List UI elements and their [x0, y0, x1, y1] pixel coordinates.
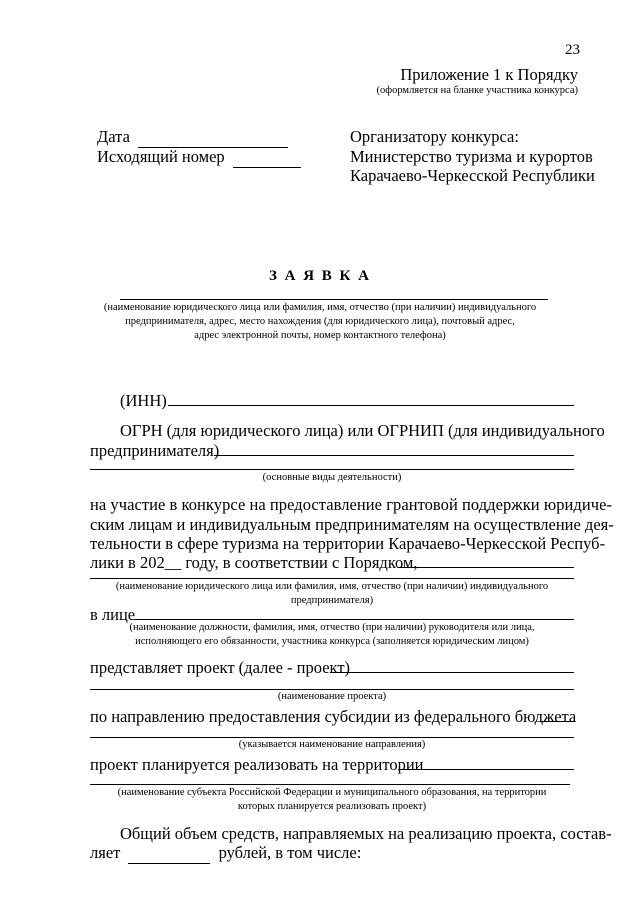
project-label: представляет проект (далее - проект)	[90, 658, 351, 677]
entity-field[interactable]	[90, 578, 574, 579]
person-label: в лице	[90, 605, 136, 624]
territory-field[interactable]	[398, 769, 574, 770]
participation-line-4: лики в 202__ году, в соответствии с Порядком,	[90, 553, 418, 572]
activity-caption: (основные виды деятельности)	[262, 472, 402, 483]
direction-field-2[interactable]	[90, 737, 574, 738]
inn-field[interactable]	[168, 405, 574, 406]
direction-label: по направлению предоставления субсидии из федерального бюджета	[90, 707, 577, 726]
date-label: Дата	[97, 127, 130, 146]
total-prefix: ляет	[90, 843, 121, 862]
applicant-caption-3: адрес электронной почты, номер контактного телефона)	[194, 330, 446, 341]
direction-caption: (указывается наименование направления)	[238, 739, 426, 750]
date-field[interactable]	[138, 127, 288, 148]
territory-caption-2: которых планируется реализовать проект)	[237, 801, 427, 812]
project-field[interactable]	[330, 672, 574, 673]
inn-label: (ИНН)	[120, 391, 167, 410]
territory-caption-1: (наименование субъекта Российской Федерации и муниципального образования, на территории	[117, 787, 547, 798]
document-title: З А Я В К А	[268, 268, 372, 284]
territory-label: проект планируется реализовать на территории	[90, 755, 424, 774]
page-number: 23	[565, 42, 580, 58]
participation-line-2: ским лицам и индивидуальным предпринимателям на осуществление дея-	[90, 515, 614, 534]
total-line-2	[90, 843, 361, 864]
appendix-note: (оформляется на бланке участника конкурса)	[376, 85, 578, 96]
procedure-field[interactable]	[398, 567, 574, 568]
appendix-heading: Приложение 1 к Порядку	[400, 65, 578, 84]
project-field-2[interactable]	[90, 689, 574, 690]
applicant-caption-1: (наименование юридического лица или фамилия, имя, отчество (при наличии) индивидуального	[103, 302, 537, 313]
applicant-field[interactable]	[120, 299, 548, 300]
participation-line-1: на участие в конкурсе на предоставление грантовой поддержки юридиче-	[90, 495, 612, 514]
addressee-line-1: Организатору конкурса:	[350, 127, 519, 146]
outgoing-label: Исходящий номер	[97, 147, 225, 166]
entity-caption-2: предпринимателя)	[290, 595, 374, 606]
person-caption-2: исполняющего его обязанности, участника конкурса (заполняется юридическим лицом)	[135, 636, 529, 647]
activity-field[interactable]	[90, 469, 574, 470]
territory-field-2[interactable]	[90, 784, 570, 785]
participation-line-3: тельности в сфере туризма на территории Карачаево-Черкесской Респуб-	[90, 534, 606, 553]
addressee-line-2: Министерство туризма и курортов	[350, 147, 593, 166]
outgoing-number-field[interactable]	[233, 147, 301, 168]
date-row	[97, 127, 288, 148]
total-line-1: Общий объем средств, направляемых на реализацию проекта, состав-	[120, 824, 612, 843]
entity-caption-1: (наименование юридического лица или фамилия, имя, отчество (при наличии) индивидуального	[115, 581, 549, 592]
person-field[interactable]	[134, 619, 574, 620]
ogrn-field[interactable]	[214, 455, 574, 456]
total-amount-field[interactable]	[128, 843, 210, 864]
ogrn-line-2: предпринимателя)	[90, 441, 220, 460]
applicant-caption-2: предпринимателя, адрес, место нахождения (для юридического лица), почтовый адрес,	[125, 316, 515, 327]
person-caption-1: (наименование должности, фамилия, имя, отчество (при наличии) руководителя или лица,	[129, 622, 535, 633]
outgoing-row	[97, 147, 301, 168]
addressee-line-3: Карачаево-Черкесской Республики	[350, 166, 595, 185]
project-caption: (наименование проекта)	[277, 691, 387, 702]
ogrn-line-1: ОГРН (для юридического лица) или ОГРНИП (для индивидуального	[120, 421, 605, 440]
direction-field[interactable]	[540, 721, 574, 722]
total-suffix: рублей, в том числе:	[218, 843, 362, 862]
